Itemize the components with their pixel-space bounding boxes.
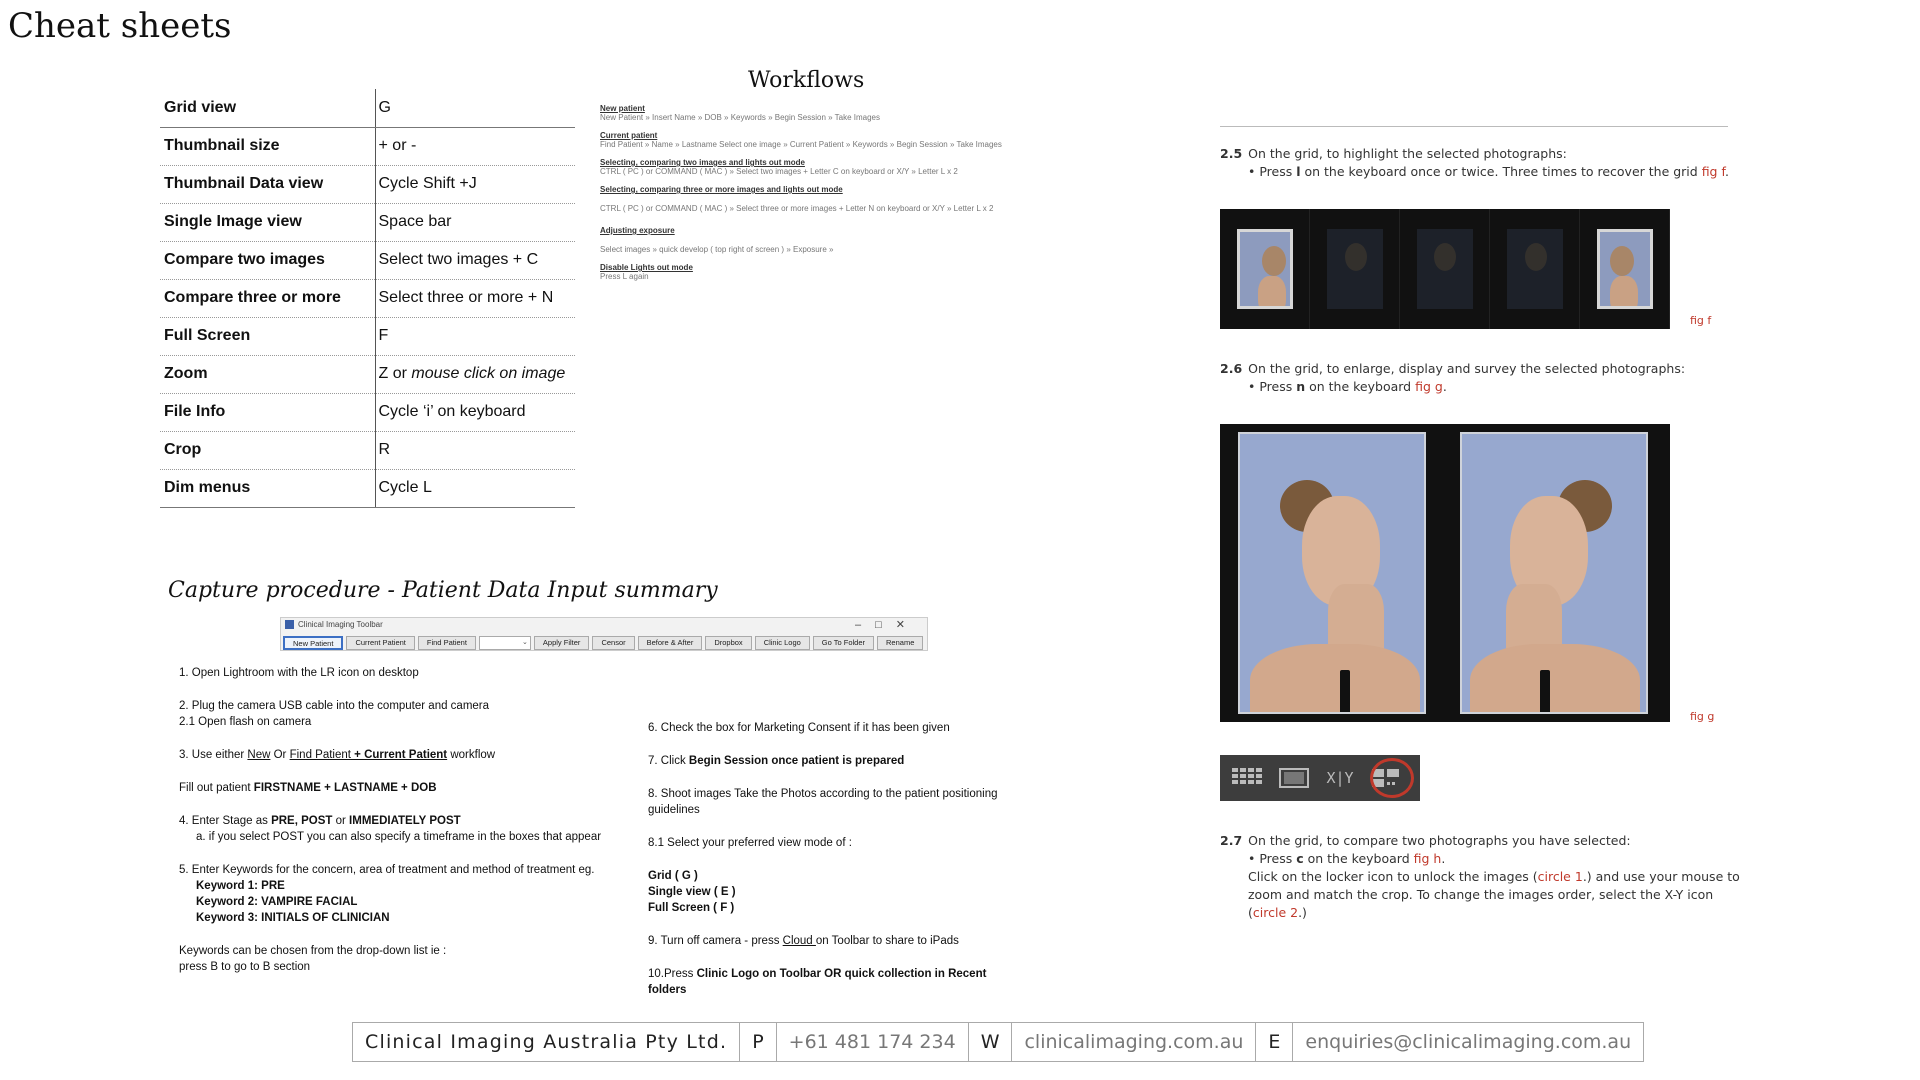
find-patient-button[interactable]: Find Patient [418, 636, 476, 650]
thumbnail-image[interactable] [1507, 229, 1563, 309]
list-item: Adjusting exposure Select images » quick develop ( top right of screen ) » Exposure » [600, 226, 834, 254]
compare-xy-icon[interactable]: X|Y [1326, 769, 1354, 787]
table-row: Compare two images Select two images + C [160, 241, 575, 279]
compare-photos [1220, 424, 1670, 722]
phone-number[interactable]: +61 481 174 234 [777, 1023, 969, 1061]
before-after-button[interactable]: Before & After [638, 636, 703, 650]
table-row: Crop R [160, 431, 575, 469]
apply-filter-button[interactable]: Apply Filter [534, 636, 590, 650]
company-name: Clinical Imaging Australia Pty Ltd. [353, 1023, 740, 1061]
window-controls[interactable]: –□✕ [855, 619, 919, 631]
rename-button[interactable]: Rename [877, 636, 923, 650]
table-row: Thumbnail Data view Cycle Shift +J [160, 165, 575, 203]
toolbar-window [280, 617, 928, 651]
table-row: Full Screen F [160, 317, 575, 355]
censor-button[interactable]: Censor [592, 636, 634, 650]
steps-left: 1. Open Lightroom with the LR icon on desktop 2. Plug the camera USB cable into the computer and camera 2.1 Open flash on camera 3. Use either New Or Find Patient + Current Patient workflow Fill out patient FIRSTNAME + LASTNAME + DOB 4. Enter Stage as PRE, POST or IMMEDIATELY POST a. if you select POST you can also specify a timeframe in the boxes that appear 5. Enter Keywords for the concern, area of treatment and method of treatment eg. Keyword 1: PRE Keyword 2: VAMPIRE FACIAL Keyword 3: INITIALS OF CLINICIAN Keywords can be chosen from the drop-down list ie : press B to go to B section [179, 667, 602, 973]
go-to-folder-button[interactable]: Go To Folder [813, 636, 874, 650]
table-row: Thumbnail size + or - [160, 127, 575, 165]
footer [352, 1022, 1644, 1062]
section-2-5: 2.5 On the grid, to highlight the selected photographs: • Press l on the keyboard once or twice. Three times to recover the grid fig f. [1220, 146, 1729, 179]
list-item: Selecting, comparing two images and lights out mode CTRL ( PC ) or COMMAND ( MAC ) » Select two images + Letter C on keyboard or X/Y » Letter L x 2 [600, 158, 958, 176]
list-item: Selecting, comparing three or more images and lights out mode CTRL ( PC ) or COMMAND ( MAC ) » Select three or more images + Letter N on keyboard or X/Y » Letter L x 2 [600, 185, 994, 213]
divider [1220, 126, 1728, 127]
email-label: E [1256, 1023, 1293, 1061]
thumbnail-image[interactable] [1597, 229, 1653, 309]
current-patient-button[interactable]: Current Patient [346, 636, 414, 650]
table-row: File Info Cycle ‘i’ on keyboard [160, 393, 575, 431]
steps-right: 6. Check the box for Marketing Consent if it has been given 7. Click Begin Session once patient is prepared 8. Shoot images Take the Photos according to the patient positioning guidelines 8.1 Select your preferred view mode of : Grid ( G ) Single view ( E ) Full Screen ( F ) 9. Turn off camera - press Cloud on Toolbar to share to iPads 10.Press Clinic Logo on Toolbar OR quick collection in Recent folders [648, 722, 998, 996]
photo-left[interactable] [1238, 432, 1426, 714]
thumbnail-image[interactable] [1237, 229, 1293, 309]
filter-dropdown[interactable]: ⌄ [479, 636, 531, 650]
table-row: Single Image view Space bar [160, 203, 575, 241]
app-logo-icon [285, 620, 294, 629]
list-item: Disable Lights out mode Press L again [600, 263, 693, 281]
thumbnail-image[interactable] [1417, 229, 1473, 309]
shortcut-table [160, 89, 575, 508]
capture-title: Capture procedure - Patient Data Input summary [168, 578, 718, 603]
section-2-7: 2.7 On the grid, to compare two photographs you have selected: • Press c on the keyboard fig h. Click on the locker icon to unlock the images (circle 1.) and use your mouse to zoom and match the crop. To change the images order, select the X-Y icon (circle 2.) [1220, 833, 1740, 920]
table-row: Dim menus Cycle L [160, 469, 575, 507]
workflows-title: Workflows [748, 68, 865, 93]
page-title: Cheat sheets [8, 6, 232, 46]
list-item: New patient New Patient » Insert Name » DOB » Keywords » Begin Session » Take Images [600, 104, 880, 122]
table-row: Grid view G [160, 89, 575, 127]
email-link[interactable]: enquiries@clinicalimaging.com.au [1305, 1031, 1632, 1053]
workflows-list [600, 104, 1005, 290]
grid-view-icon[interactable] [1230, 765, 1266, 791]
fig-f-caption: fig f [1690, 314, 1712, 327]
new-patient-button[interactable]: New Patient [283, 636, 343, 650]
phone-label: P [740, 1023, 776, 1061]
table-row: Zoom Z or mouse click on image [160, 355, 575, 393]
view-mode-bar [1220, 755, 1420, 801]
thumbnail-strip [1220, 209, 1670, 329]
section-2-6: 2.6 On the grid, to enlarge, display and survey the selected photographs: • Press n on the keyboard fig g. [1220, 361, 1686, 394]
fig-g-caption: fig g [1690, 710, 1715, 723]
dropbox-button[interactable]: Dropbox [705, 636, 751, 650]
website-link[interactable]: clinicalimaging.com.au [1012, 1023, 1256, 1061]
table-row: Compare three or more Select three or more + N [160, 279, 575, 317]
list-item: Current patient Find Patient » Name » Lastname Select one image » Current Patient » Keywords » Begin Session » Take Images [600, 131, 1002, 149]
loupe-view-icon[interactable] [1276, 765, 1312, 791]
thumbnail-image[interactable] [1327, 229, 1383, 309]
clinic-logo-button[interactable]: Clinic Logo [755, 636, 810, 650]
toolbar-window-title: Clinical Imaging Toolbar [298, 620, 383, 629]
toolbar-buttons [283, 636, 923, 650]
website-label: W [969, 1023, 1013, 1061]
highlight-circle [1370, 758, 1414, 798]
photo-right[interactable] [1460, 432, 1648, 714]
